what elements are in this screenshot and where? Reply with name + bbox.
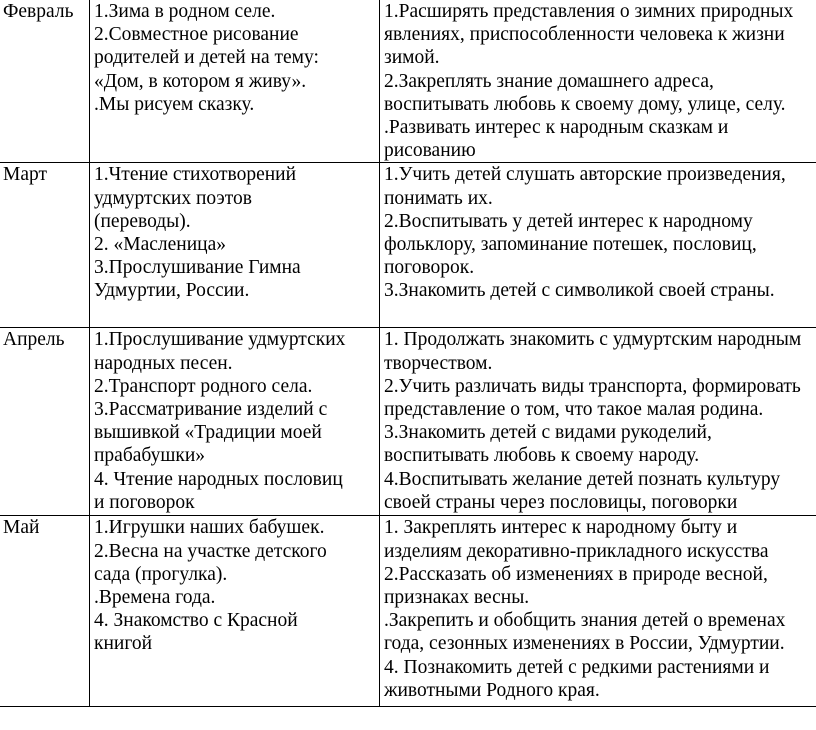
month-cell [0,328,90,516]
goal-line: .Развивать интерес к народным сказкам и [384,117,729,139]
topics-cell [90,163,380,328]
goal-line: 1. Закреплять интерес к народному быту и [384,517,738,539]
topic-line: 2.Весна на участке детского [94,540,327,562]
goal-line: рисованию [384,140,476,162]
table-row [0,516,816,707]
topic-line: 2.Транспорт родного села. [94,375,313,397]
topic-line: прабабушки» [94,445,206,467]
topic-line: 1.Чтение стихотворений [94,164,297,186]
table-row [0,0,816,163]
topic-line: 1.Игрушки наших бабушек. [94,517,325,539]
topics-cell [90,328,380,516]
goal-line: изделиям декоративно-прикладного искусства [384,540,769,562]
goal-line: воспитывать любовь к своему народу. [384,445,700,467]
topics-cell [90,516,380,707]
topic-line: книгой [94,633,153,655]
table-row [0,163,816,328]
topic-line: 4. Знакомство с Красной [94,610,298,632]
month-cell [0,516,90,707]
goal-line: 1.Учить детей слушать авторские произведения, [384,164,786,186]
goal-line: представление о том, что такое малая родина. [384,399,764,421]
goal-line: животными Родного края. [384,679,600,701]
goal-line: 3.Знакомить детей с символикой своей страны. [384,280,775,302]
goal-line: признаках весны. [384,587,530,609]
goals-cell [380,0,816,163]
table-row [0,328,816,516]
goal-line: явлениях, приспособленности человека к жизни [384,24,785,46]
goal-line: 2.Закреплять знание домашнего адреса, [384,70,714,92]
month-cell [0,0,90,163]
topic-line: сада (прогулка). [94,563,228,585]
goal-line: 1. Продолжать знакомить с удмуртским народным [384,329,802,351]
goal-line: понимать их. [384,187,493,209]
topic-line: 2.Совместное рисование [94,24,299,46]
goal-line: 2.Воспитывать у детей интерес к народному [384,210,753,232]
goal-line: зимой. [384,47,440,69]
month-label: Март [3,164,48,186]
goal-line: 4.Воспитывать желание детей познать культуру [384,468,781,490]
goal-line: 1.Расширять представления о зимних природных [384,1,794,22]
goal-line: 3.Знакомить детей с видами рукоделий, [384,422,712,444]
topic-line: Удмуртии, России. [94,280,250,302]
topic-line: 2. «Масленица» [94,234,226,256]
topic-line: вышивкой «Традиции моей [94,422,322,444]
goal-line: своей страны через пословицы, поговорки [384,491,738,513]
goals-cell [380,516,816,707]
topic-line: народных песен. [94,352,233,374]
topics-cell [90,0,380,163]
topic-line: .Времена года. [94,587,216,609]
goal-line: фольклору, запоминание потешек, пословиц, [384,234,757,256]
topic-line: (переводы). [94,210,191,232]
topic-line: 3.Рассматривание изделий с [94,399,328,421]
topic-line: 3.Прослушивание Гимна [94,257,301,279]
month-label: Февраль [3,1,74,22]
goal-line: года, сезонных изменениях в России, Удмуртии. [384,633,785,655]
topic-line: «Дом, в котором я живу». [94,70,307,92]
goal-line: .Закрепить и обобщить знания детей о временах [384,610,786,632]
goals-cell [380,163,816,328]
month-label: Апрель [3,329,65,351]
goal-line: творчеством. [384,352,493,374]
topic-line: 1.Зима в родном селе. [94,1,276,22]
month-cell [0,163,90,328]
goal-line: воспитывать любовь к своему дому, улице, селу. [384,93,786,115]
topic-line: и поговорок [94,491,195,513]
topic-line: 4. Чтение народных пословиц [94,468,343,490]
topic-line: .Мы рисуем сказку. [94,93,255,115]
goal-line: 2.Учить различать виды транспорта, формировать [384,375,801,397]
goal-line: поговорок. [384,257,475,279]
month-label: Май [3,517,40,539]
goal-line: 2.Рассказать об изменениях в природе весной, [384,563,768,585]
topic-line: родителей и детей на тему: [94,47,319,69]
goals-cell [380,328,816,516]
goal-line: 4. Познакомить детей с редкими растениями и [384,656,770,678]
topic-line: 1.Прослушивание удмуртских [94,329,346,351]
topic-line: удмуртских поэтов [94,187,252,209]
